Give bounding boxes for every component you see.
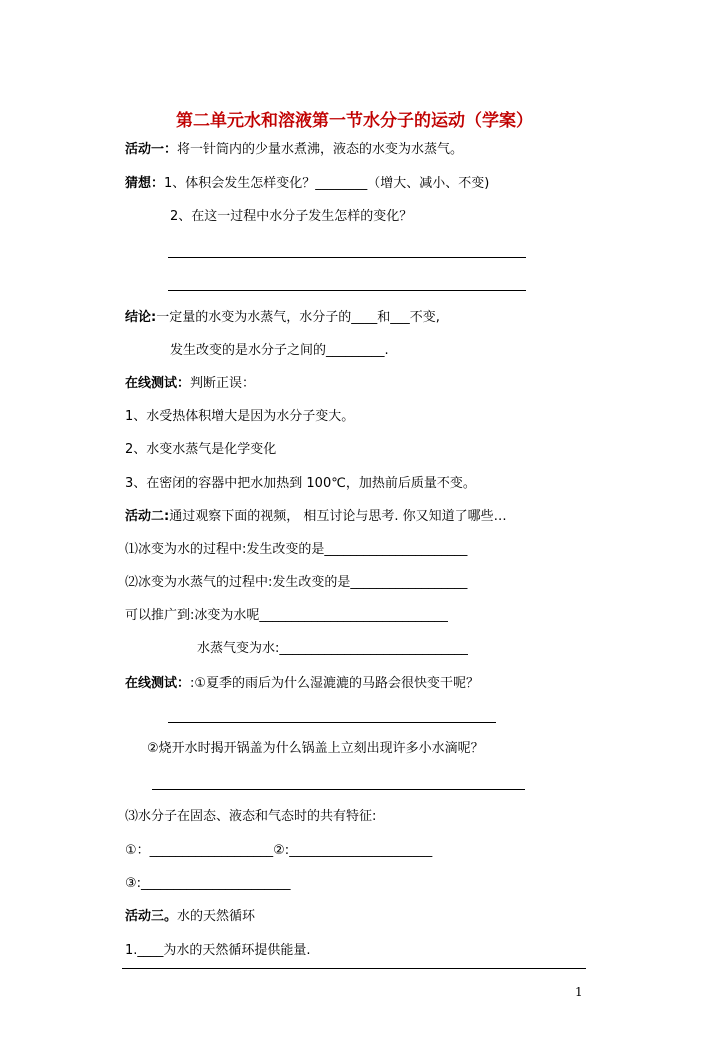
true-false-item-1: 1、水受热体积增大是因为水分子变大。 [125,409,355,424]
conclusion-label: 结论: [125,310,157,325]
guess-label: 猜想： [125,176,165,191]
guess-line [125,175,489,193]
activity2-generalize: 可以推广到:冰变为水呢_____________________________ [125,608,448,623]
activity3-item-1: 1.____为水的天然循环提供能量. [125,943,311,958]
feature-blank-2: ②:______________________ [273,843,433,858]
conclusion-line [125,309,440,327]
activity1-line [125,141,463,159]
activity2-line [125,508,507,526]
conclusion-text-2: 发生改变的是水分子之间的_________. [170,343,389,358]
activity2-item-1: ⑴冰变为水的过程中:发生改变的是______________________ [125,542,468,557]
test1-intro: 判断正误： [190,376,256,391]
page-title: 第二单元水和溶液第一节水分子的运动（学案） [176,111,533,131]
activity3-label: 活动三。 [125,909,178,924]
answer-blank-line [168,290,526,291]
true-false-item-3: 3、在密闭的容器中把水加热到 100℃，加热前后质量不变。 [125,476,476,491]
guess-question-2: 2、在这一过程中水分子发生怎样的变化？ [170,209,413,224]
true-false-item-2: 2、水变水蒸气是化学变化 [125,442,277,457]
test1-line [125,375,255,393]
activity2-label: 活动二: [125,509,170,524]
conclusion-text-1: 一定量的水变为水蒸气，水分子的____和___不变, [156,310,440,325]
feature-blank-1: ①：___________________ [125,843,274,858]
activity3-line [125,908,255,926]
activity2-text: 通过观察下面的视频， 相互讨论与思考. 你又知道了哪些… [169,509,507,524]
footer-divider [122,968,586,969]
activity2-item-2: ⑵冰变为水蒸气的过程中:发生改变的是__________________ [125,575,468,590]
answer-blank-line [152,789,525,790]
features-blank-row-1 [125,842,432,860]
test2-line [125,675,479,693]
page-number: 1 [575,985,583,999]
feature-blank-3: ③:_______________________ [125,876,291,891]
answer-blank-line [168,722,496,723]
test2-question-2: ②烧开水时揭开锅盖为什么锅盖上立刻出现许多小水滴呢？ [147,741,484,756]
activity2-vapor-to-water: 水蒸气变为水:_____________________________ [197,641,468,656]
test1-label: 在线测试： [125,376,191,391]
features-intro: ⑶水分子在固态、液态和气态时的共有特征: [125,809,377,824]
activity3-text: 水的天然循环 [177,909,256,924]
guess-question-1: 1、体积会发生怎样变化？________（增大、减小、不变) [164,176,490,191]
test2-label: 在线测试： [125,676,191,691]
test2-question-1: :①夏季的雨后为什么湿漉漉的马路会很快变干呢？ [190,676,480,691]
activity1-text: 将一针筒内的少量水煮沸，液态的水变为水蒸气。 [177,142,464,157]
activity1-label: 活动一： [125,142,178,157]
answer-blank-line [168,257,526,258]
